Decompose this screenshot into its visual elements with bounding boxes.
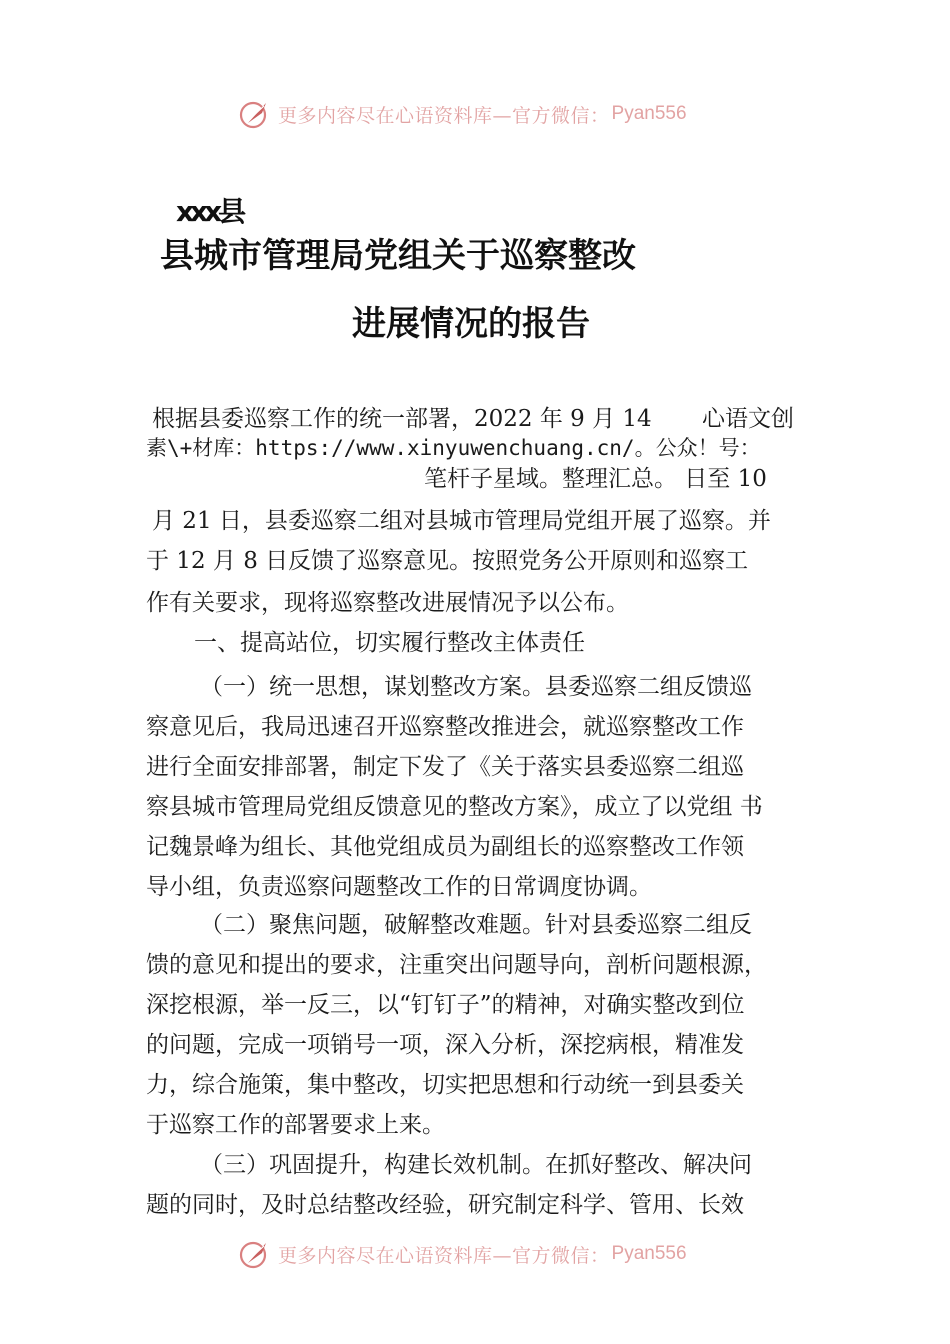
document-title-line2: 进展情况的报告 (352, 304, 590, 344)
body-line: 笔杆子星域。整理汇总。 日至 10 (424, 466, 767, 492)
body-line: 察县城市管理局党组反馈意见的整改方案》，成立了以党组 书 (146, 794, 763, 820)
body-line: 导小组，负责巡察问题整改工作的日常调度协调。 (146, 874, 652, 900)
header-tag: xxx县 (176, 195, 243, 228)
body-line: 察意见后，我局迅速召开巡察整改推进会，就巡察整改工作 (146, 714, 744, 740)
watermark-wechat-id: Pyan556 (611, 103, 687, 124)
body-line: 的问题，完成一项销号一项，深入分析，深挖病根，精准发 (146, 1032, 744, 1058)
body-line: 馈的意见和提出的要求，注重突出问题导向，剖析问题根源， (146, 952, 767, 978)
watermark-text: 更多内容尽在心语资料库—官方微信： (278, 1244, 610, 1267)
body-line: 深挖根源，举一反三，以“钉钉子”的精神，对确实整改到位 (146, 992, 745, 1018)
quill-logo-icon (238, 1237, 272, 1271)
body-line: 心语文创 (702, 406, 794, 432)
body-line: 于 12 月 8 日反馈了巡察意见。按照党务公开原则和巡察工 (146, 548, 749, 574)
section-heading: 一、提高站位，切实履行整改主体责任 (194, 630, 585, 656)
body-line: （三）巩固提升，构建长效机制。在抓好整改、解决问 (200, 1152, 752, 1178)
watermark-bottom (238, 1236, 758, 1272)
body-line: 于巡察工作的部署要求上来。 (146, 1112, 445, 1138)
body-line: （一）统一思想，谋划整改方案。县委巡察二组反馈巡 (200, 674, 752, 700)
quill-logo-icon (238, 97, 272, 131)
body-line: （二）聚焦问题，破解整改难题。针对县委巡察二组反 (200, 912, 752, 938)
watermark-top (238, 96, 758, 132)
watermark-text: 更多内容尽在心语资料库—官方微信： (278, 104, 610, 127)
body-line: 根据县委巡察工作的统一部署，2022 年 9 月 14 (152, 406, 652, 432)
body-line: 作有关要求，现将巡察整改进展情况予以公布。 (146, 590, 629, 616)
document-title-line1: 县城市管理局党组关于巡察整改 (160, 236, 636, 276)
body-line: 进行全面安排部署，制定下发了《关于落实县委巡察二组巡 (146, 754, 744, 780)
body-line: 力，综合施策，集中整改，切实把思想和行动统一到县委关 (146, 1072, 744, 1098)
body-line: 题的同时，及时总结整改经验，研究制定科学、管用、长效 (146, 1192, 744, 1218)
body-line: 月 21 日，县委巡察二组对县城市管理局党组开展了巡察。并 (152, 508, 771, 534)
body-line: 素\+材库：https://www.xinyuwenchuang.cn/。公众！号： (146, 436, 761, 460)
body-line: 记魏景峰为组长、其他党组成员为副组长的巡察整改工作领 (146, 834, 744, 860)
watermark-wechat-id: Pyan556 (611, 1243, 687, 1264)
